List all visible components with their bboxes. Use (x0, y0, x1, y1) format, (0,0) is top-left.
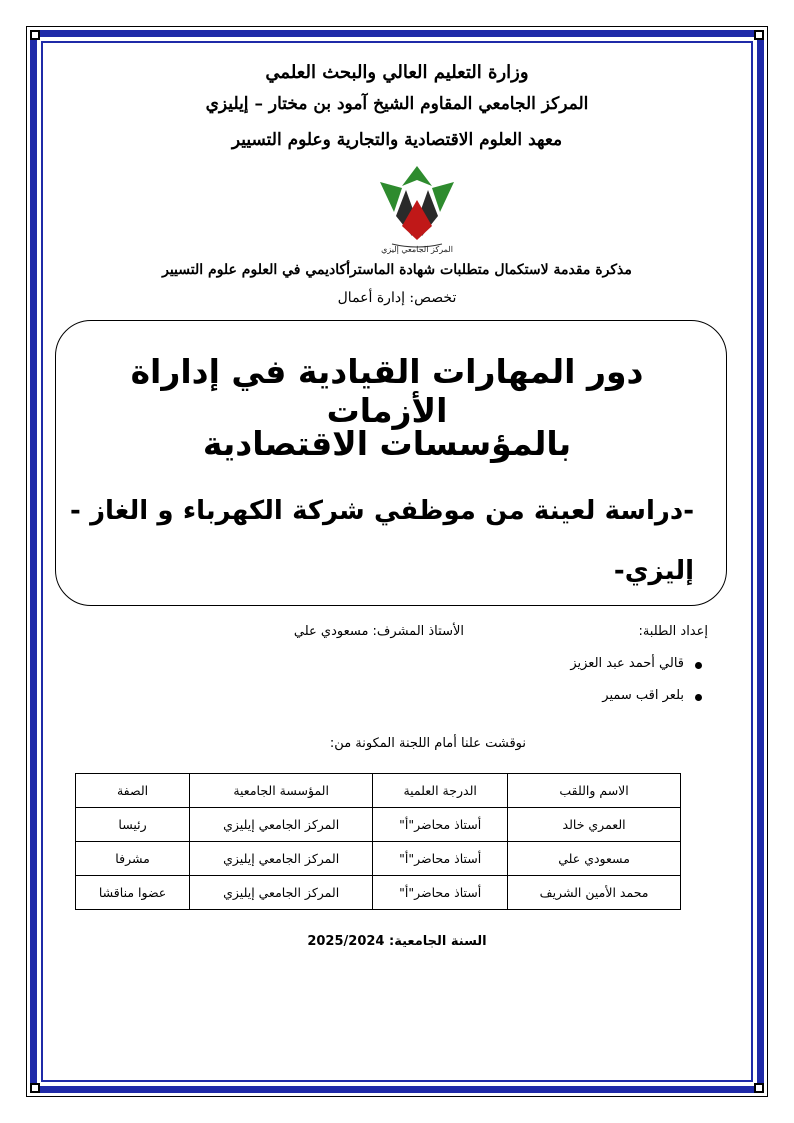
memo-purpose: مذكرة مقدمة لاستكمال متطلبات شهادة الماسترأكاديمي في العلوم علوم التسيير (162, 262, 632, 278)
table-row (76, 876, 681, 910)
header-role: الصفة (76, 774, 190, 808)
jury-name: مسعودي علي (508, 842, 681, 876)
bullet-icon (695, 694, 702, 701)
academic-year: السنة الجامعية: 2025/2024 (307, 934, 487, 949)
institute-heading: معهد العلوم الاقتصادية والتجارية وعلوم التسيير (231, 130, 563, 150)
header-name: الاسم واللقب (508, 774, 681, 808)
bullet-icon (695, 662, 702, 669)
jury-role: عضوا مناقشا (76, 876, 190, 910)
jury-rank: أستاذ محاضر"أ" (373, 876, 508, 910)
student-name: بلعر اقب سمير (602, 688, 684, 703)
jury-role: رئيسا (76, 808, 190, 842)
jury-role: مشرفا (76, 842, 190, 876)
jury-institution: المركز الجامعي إيليزي (190, 808, 373, 842)
jury-table (75, 773, 681, 910)
jury-institution: المركز الجامعي إيليزي (190, 842, 373, 876)
supervisor-line: الأستاذ المشرف: مسعودي علي (293, 624, 464, 639)
thesis-title-line1: دور المهارات القيادية في إداراة الأزمات (130, 352, 644, 430)
thesis-title-line2: بالمؤسسات الاقتصادية (202, 424, 572, 463)
logo-caption: المركز الجامعي إليزي (381, 245, 453, 254)
jury-institution: المركز الجامعي إيليزي (190, 876, 373, 910)
jury-rank: أستاذ محاضر"أ" (373, 808, 508, 842)
jury-name: العمري خالد (508, 808, 681, 842)
university-logo-icon (372, 160, 462, 256)
jury-rank: أستاذ محاضر"أ" (373, 842, 508, 876)
jury-table-header-row (76, 774, 681, 808)
table-row (76, 842, 681, 876)
header-rank: الدرجة العلمية (373, 774, 508, 808)
jury-name: محمد الأمين الشريف (508, 876, 681, 910)
ministry-heading: وزارة التعليم العالي والبحث العلمي (265, 62, 529, 83)
thesis-subtitle-line2: إليزي- (613, 556, 694, 586)
jury-label: نوقشت علنا أمام اللجنة المكونة من: (329, 736, 526, 751)
specialty-line: تخصص: إدارة أعمال (337, 290, 457, 306)
table-row (76, 808, 681, 842)
thesis-subtitle-line1: -دراسة لعينة من موظفي شركة الكهرباء و الغاز - (70, 496, 694, 526)
student-name: قالي أحمد عبد العزيز (570, 656, 684, 671)
header-institution: المؤسسة الجامعية (190, 774, 373, 808)
students-label: إعداد الطلبة: (638, 624, 708, 639)
university-heading: المركز الجامعي المقاوم الشيخ آمود بن مختار – إيليزي (205, 94, 589, 114)
